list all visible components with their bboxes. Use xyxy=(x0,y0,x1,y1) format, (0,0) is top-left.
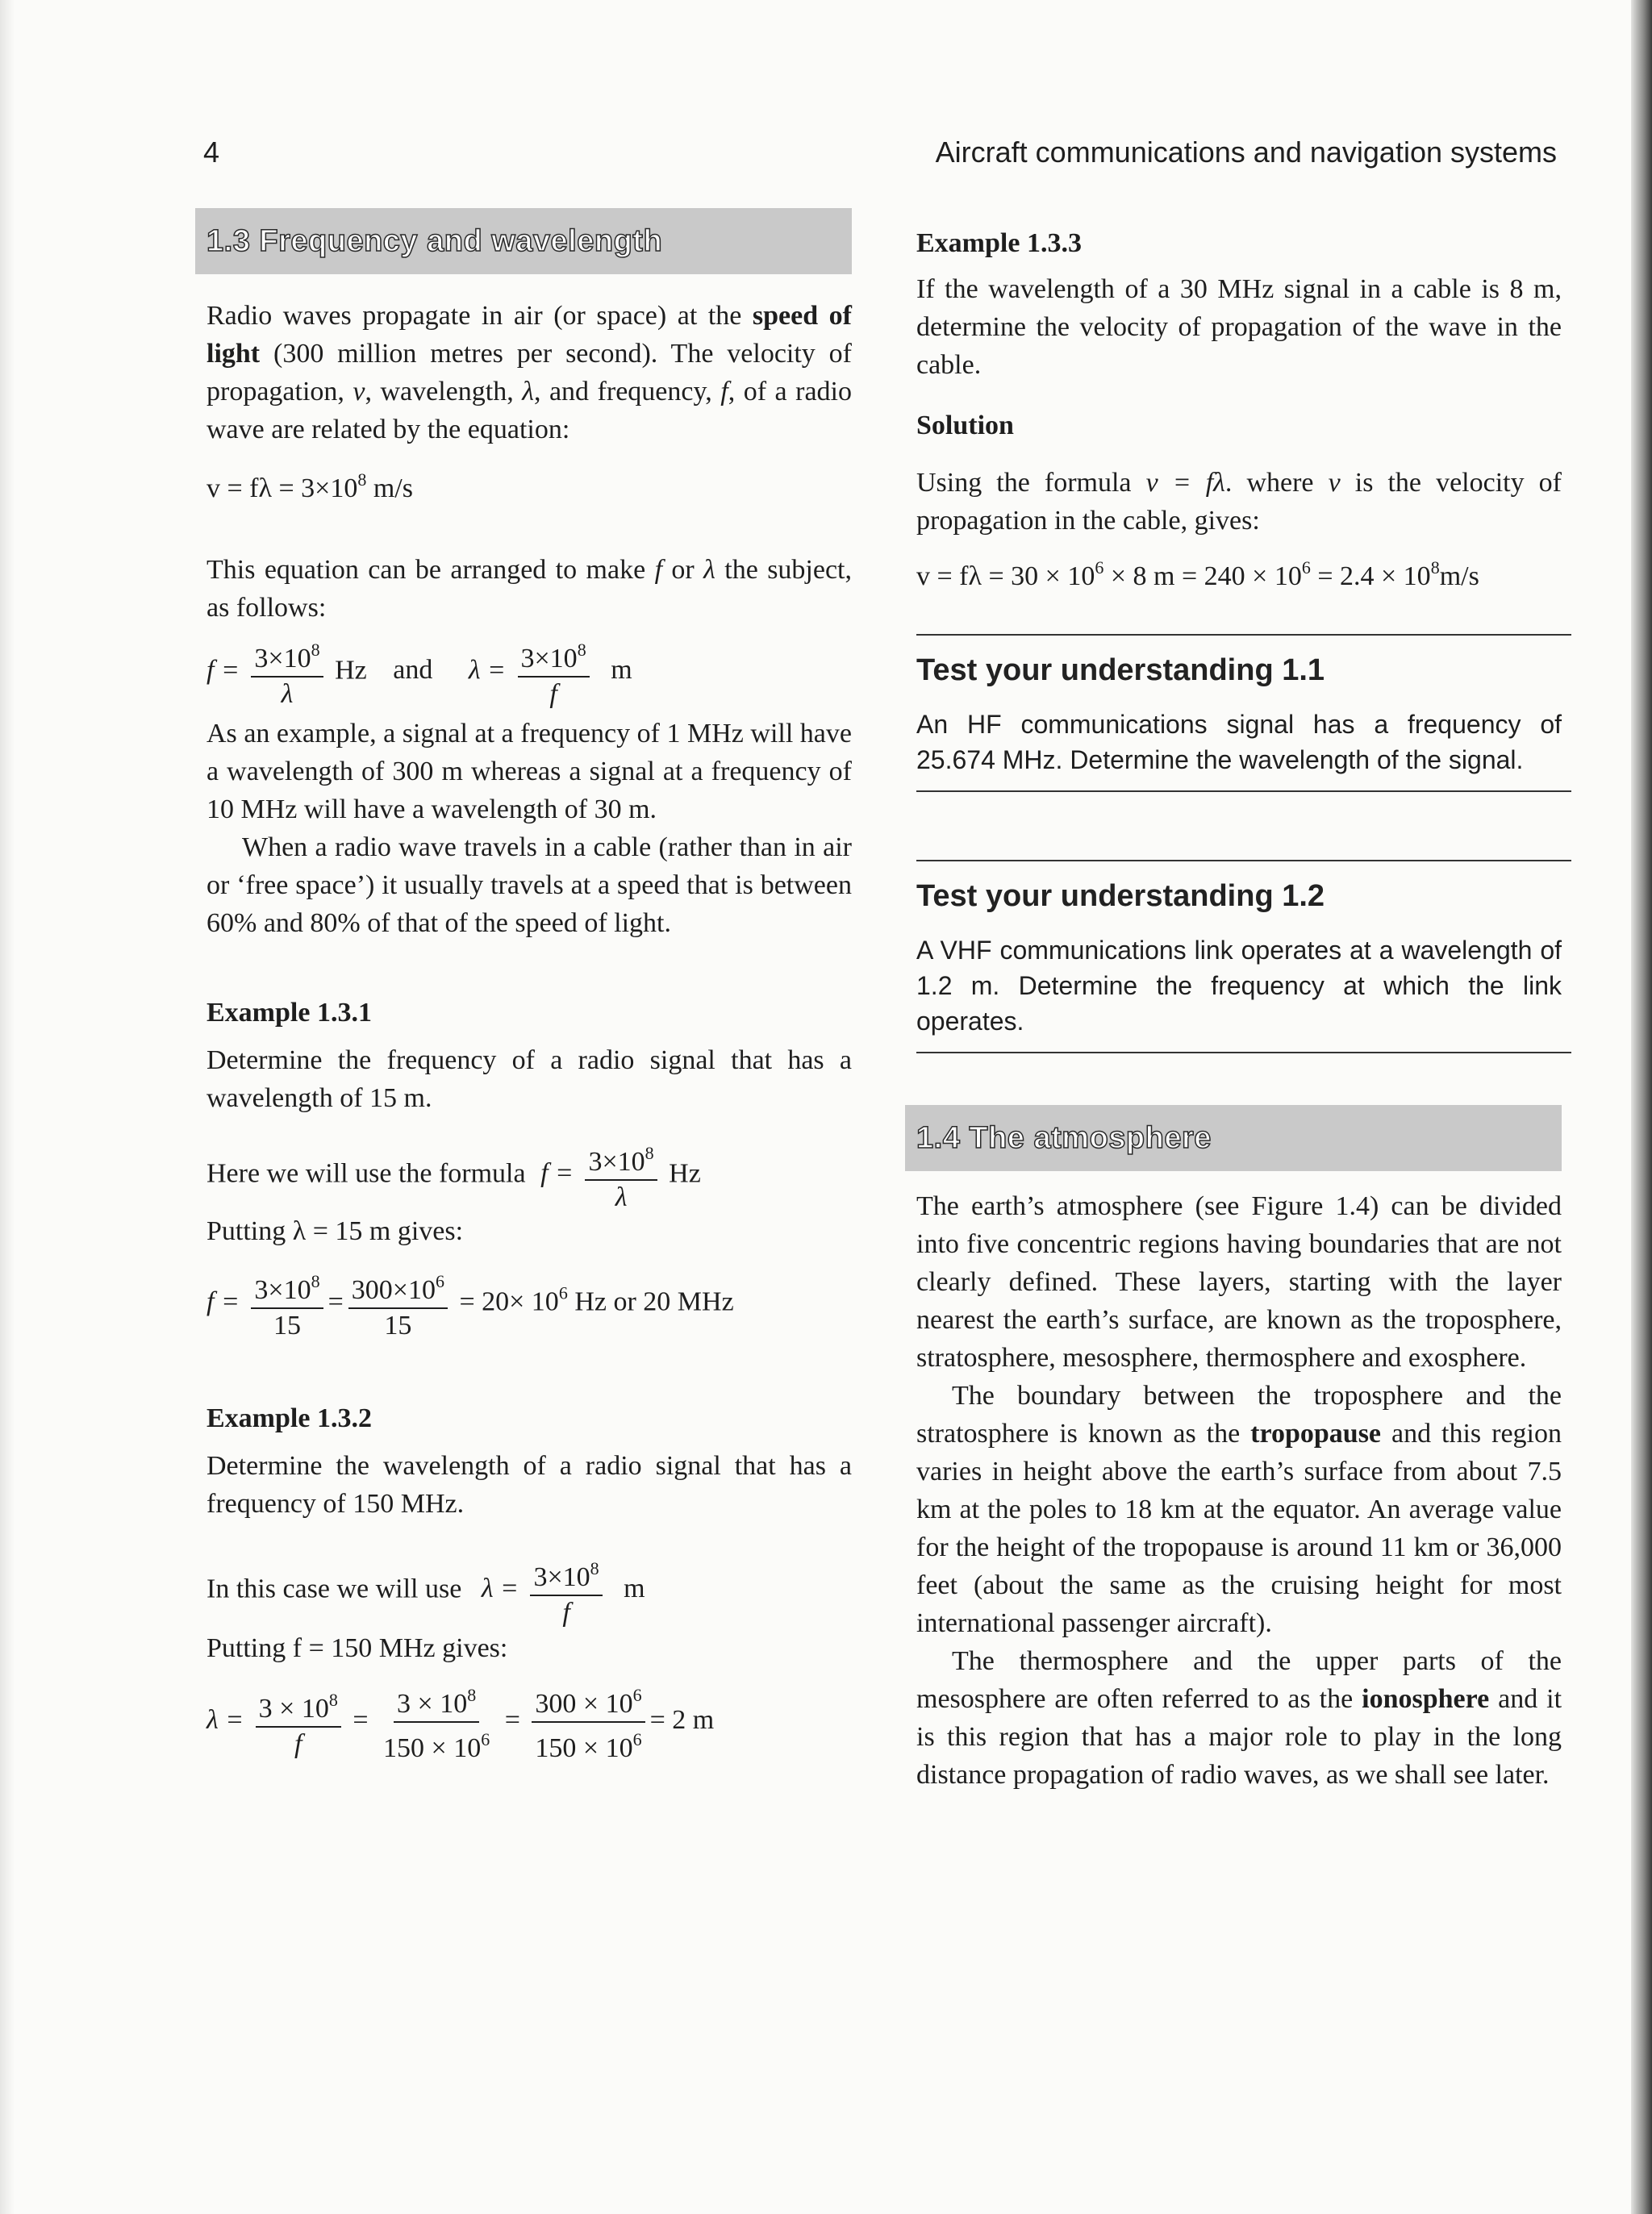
section-heading-1-3: 1.3 Frequency and wavelength xyxy=(195,208,852,274)
fraction-f: $\frac{3\times 10^8}{\lambda}$ xyxy=(251,633,323,711)
paragraph-cable-speed: When a radio wave travels in a cable (rather than in air or ‘free space’) it usually travels at a speed that is between 60% and 80% of that of the speed of light. xyxy=(206,832,852,938)
example-1-3-2-putting: Putting f = 150 MHz gives: xyxy=(206,1633,508,1663)
term-tropopause: tropopause xyxy=(1250,1419,1382,1449)
example-1-3-1-putting: Putting λ = 15 m gives: xyxy=(206,1216,464,1246)
example-1-3-1-title: Example 1.3.1 xyxy=(206,998,372,1028)
page-number: 4 xyxy=(203,136,220,169)
example-1-3-3-title: Example 1.3.3 xyxy=(916,228,1082,258)
example-1-3-2-text: Determine the wavelength of a radio signal that has a frequency of 150 MHz. xyxy=(206,1451,852,1519)
equation-v-f-lambda: $v = f\lambda = 3\times 10^8$ m/s xyxy=(206,469,413,503)
page-shadow-left xyxy=(0,0,15,2214)
paragraph-rearrange: This equation can be arranged to make f or λ the subject, as follows: xyxy=(206,555,853,623)
paragraph-ionosphere: The thermosphere and the upper parts of the mesosphere are often referred to as the ionosphere and it is this region that has a major role to play in the long distance propagation of radio waves, as we shall see later. xyxy=(916,1646,1562,1790)
paragraph-example-wavelength: As an example, a signal at a frequency of 1 MHz will have a wavelength of 300 m whereas a signal at a frequency of 10 MHz will have a wavelength of 30 m. xyxy=(206,719,852,824)
tyu-1-2-title: Test your understanding 1.2 xyxy=(916,879,1325,913)
example-1-3-2-title: Example 1.3.2 xyxy=(206,1403,372,1433)
example-1-3-3-text: If the wavelength of a 30 MHz signal in a cable is 8 m, determine the velocity of propagation of the wave in the cable. xyxy=(916,274,1562,380)
divider xyxy=(916,860,1571,861)
solution-text: Using the formula v = fλ. where v is the velocity of propagation in the cable, gives: xyxy=(916,468,1562,536)
left-column xyxy=(206,208,852,1766)
solution-calculation: $v = f\lambda = 30 \times 10^6 \times 8$ $m = 240 \times 10^6 = 2.4 \times 10^8m/s$ xyxy=(916,557,1479,591)
section-heading-1-4: 1.4 The atmosphere xyxy=(905,1105,1562,1171)
tyu-1-1-text: An HF communications signal has a frequency of 25.674 MHz. Determine the wavelength of the signal. xyxy=(916,710,1562,774)
term-speed-of-light: speed of light xyxy=(206,301,852,369)
example-1-3-1-calculation: f = $\frac{3\times 10^8}{15}$ = $\frac{300\times 10^6}{15}$ = $20\times 10^6$ Hz or 20 MHz xyxy=(206,1265,852,1343)
paragraph-tropopause: The boundary between the troposphere and the stratosphere is known as the tropopause and this region varies in height above the earth’s surface from about 7.5 km at the poles to 18 km at the equator. An average value for the height of the tropopause is around 11 km or 36,000 feet (about the same as the cruising height for most international passenger aircraft). xyxy=(916,1381,1562,1638)
divider xyxy=(916,634,1571,636)
term-ionosphere: ionosphere xyxy=(1362,1684,1490,1714)
divider xyxy=(916,790,1571,792)
solution-label: Solution xyxy=(916,411,1014,440)
page-shadow-right xyxy=(1631,0,1652,2214)
paragraph-speed-of-light: Radio waves propagate in air (or space) at the speed of light (300 million metres per second). The velocity of propagation, v, wavelength, λ, and frequency, f, of a radio wave are related by the equation: xyxy=(206,301,852,444)
fraction-lambda: $\frac{3\times 10^8}{f}$ xyxy=(518,633,590,711)
equation-rearranged: f = $\frac{3\times 10^8}{\lambda}$ Hz and λ = $\frac{3\times 10^8}{f}$ m xyxy=(206,633,852,711)
paragraph-atmosphere-regions: The earth’s atmosphere (see Figure 1.4) can be divided into five concentric regions having boundaries that are not clearly defined. These layers, starting with the layer nearest the earth’s surface, are known as the troposphere, stratosphere, mesosphere, thermosphere and exosphere. xyxy=(916,1191,1562,1373)
tyu-1-1-title: Test your understanding 1.1 xyxy=(916,653,1325,687)
right-column xyxy=(916,208,1562,1794)
divider xyxy=(916,1052,1571,1053)
running-head: Aircraft communications and navigation systems xyxy=(935,136,1557,169)
example-1-3-2-formula: In this case we will use λ = $\frac{3\times 10^8}{f}$ m xyxy=(206,1552,852,1630)
example-1-3-1-formula: Here we will use the formula f = $\frac{3\times 10^8}{\lambda}$ Hz xyxy=(206,1136,852,1215)
example-1-3-2-calculation: λ = $\frac{3 \times 10^8}{f}$ = $\frac{3 \times 10^8}{150 \times 10^6}$ = $\frac{300 \times 10^6}{150 \times 10^6}$ = 2 m xyxy=(206,1678,852,1766)
tyu-1-2-text: A VHF communications link operates at a wavelength of 1.2 m. Determine the frequency at which the link operates. xyxy=(916,936,1562,1036)
example-1-3-1-text: Determine the frequency of a radio signal that has a wavelength of 15 m. xyxy=(206,1045,852,1113)
